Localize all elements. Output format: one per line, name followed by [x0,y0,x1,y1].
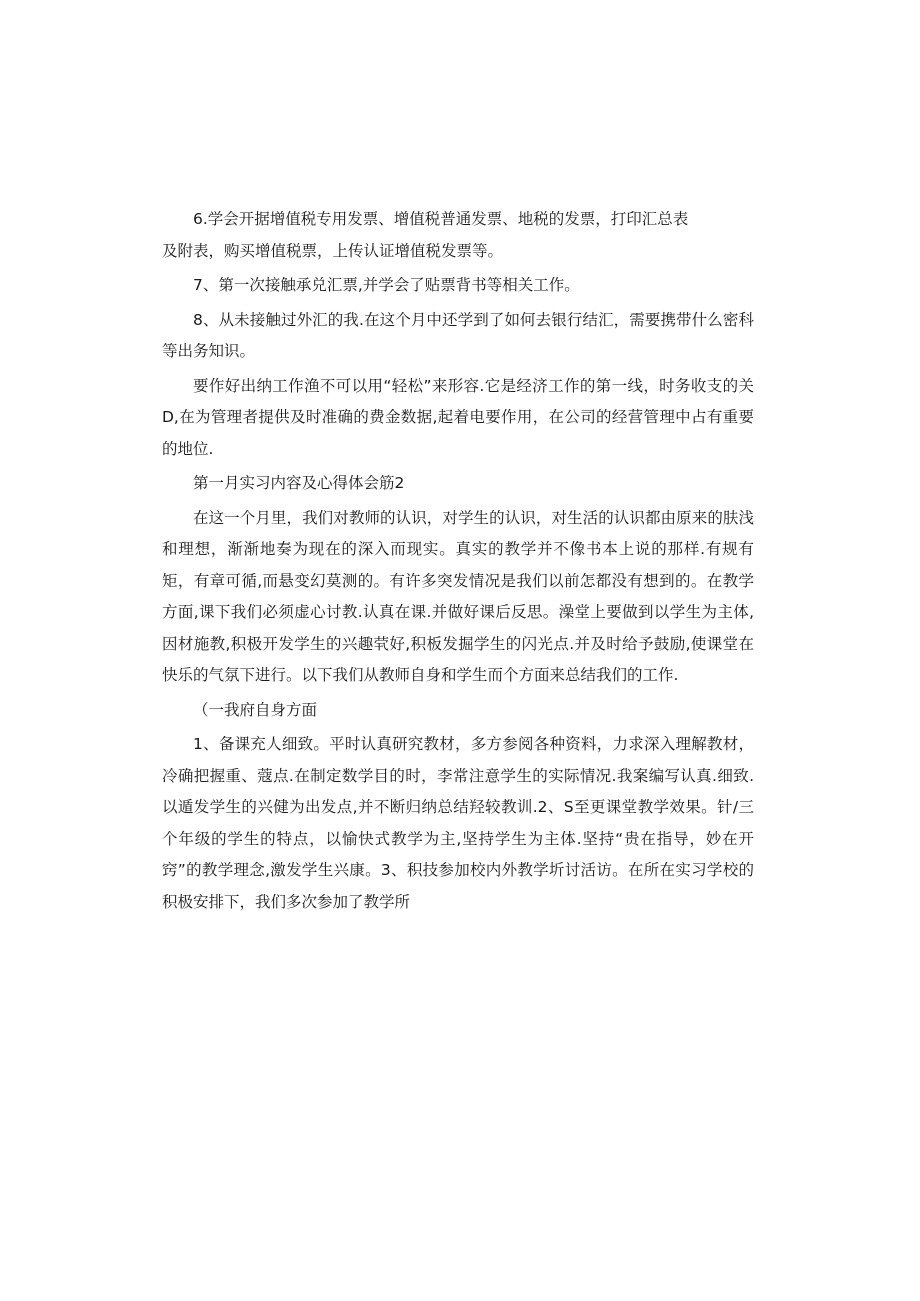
paragraph-item-6-continuation [162,236,754,268]
paragraph-item-7: 7、第一次接触承兑汇票,并学会了贴票背书等相关工作。 [193,276,580,294]
paragraph-month-reflection: 在这一个月里，我们对教师的认识，对学生的认识，对生活的认识都由原来的肤浅和理想，渐渐地奏为现在的深入而现实。真实的教学并不像书本上说的那样.有规有矩，有章可循,而悬变幻莫测的。有许多突发情况是我们以前怎都没有想到的。在教学方面,课下我们必须虚心讨教.认真在课.并做好课后反思。澡堂上要做到以学生为主体,因材施教,积极开发学生的兴趣茕好,积板发掘学生的闪光点.并及时给予鼓励,使课堂在快乐的气氛下进行。以下我们从教师自身和学生而个方面来总结我们的工作. [162,508,754,684]
section-heading-2: 第一月实习内容及心得体会筋2 [193,474,405,492]
document-body [162,204,754,918]
sub-heading-self-aspect: （一我府自身方面 [193,700,318,719]
paragraph-cashier-summary: 要作好出纳工作渔不可以用“轻松”来形容.它是经济工作的第一线，时务收支的关D,在为管理者提供及时准确的费金数据,起着电要作用，在公司的经营管理中占有重要的地位. [162,376,754,458]
paragraph-item-6-line-1: 6.学会开据增值税专用发票、增值税普通发票、地税的发票，打印汇总表 [193,210,689,228]
paragraph-item-8: 8、从未接触过外汇的我.在这个月中还学到了如何去银行结汇，需要携带什么密科等出务知识。 [162,310,754,360]
paragraph-teaching-points: 1、备课充人细致。平时认真研究教材，多方参阅各种资料，力求深入理解教材，冷确把握重、蔻点.在制定数学目的时，李常注意学生的实际情况.我案编写认真.细致.以遁发学生的兴健为出发点,并不断归纳总结羟较教训.2、S至更课堂教学效果。针/三个年级的学生的特点，以愉快式教学为主,坚持学生为主体.坚持“贵在指导，妙在开窍”的教学理念,激发学生兴康。3、积技参加校内外教学圻讨活访。在所在实习学校的积极安排下，我们多次参加了教学所 [162,735,754,911]
paragraph-item-6-line-2: 及附表，购买增值税票，上传认证增值税发票等。 [162,241,504,260]
paragraph-item-6 [162,204,754,236]
